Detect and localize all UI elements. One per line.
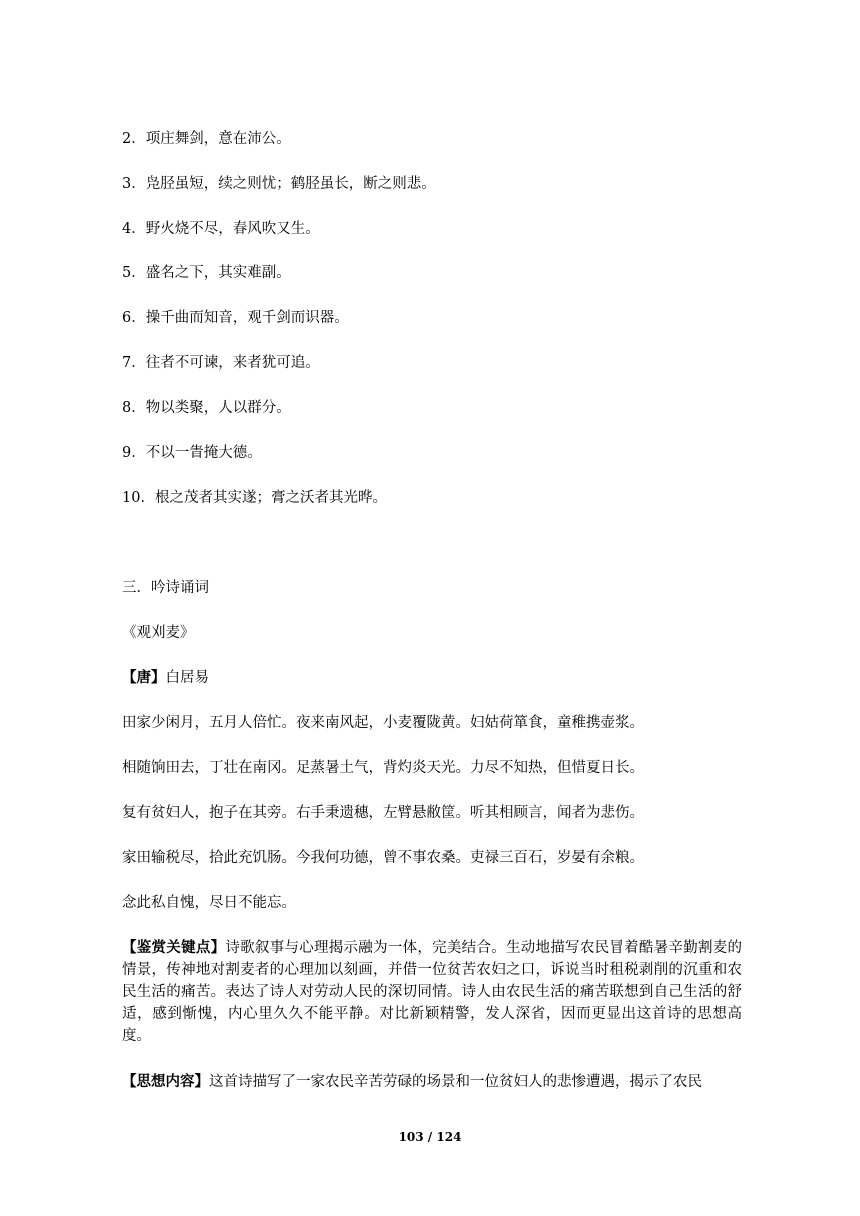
quote-item: 5．盛名之下，其实难副。: [122, 265, 291, 281]
section-heading: 三．吟诗诵词: [122, 580, 209, 596]
quote-item: 9．不以一眚掩大德。: [122, 445, 262, 461]
appreciation-text: 诗歌叙事与心理揭示融为一体，完美结合。生动地描写农民冒着酷暑辛勤割麦的情景，传神地对割麦者的心理加以刻画，并借一位贫苦农妇之口，诉说当时租税剥削的沉重和农民生活的痛苦。表达了诗人对劳动人民的深切同情。诗人由农民生活的痛苦联想到自己生活的舒适，感到惭愧，内心里久久不能平静。对比新颖精警，发人深省，因而更显出这首诗的思想高度。: [122, 940, 743, 1044]
thought-paragraph: [122, 1071, 742, 1093]
page-number: 103 / 124: [398, 1130, 462, 1144]
quote-item: 4．野火烧不尽，春风吹又生。: [122, 221, 320, 237]
poem-line: 家田输税尽，拾此充饥肠。今我何功德，曾不事农桑。吏禄三百石，岁晏有余粮。: [122, 850, 644, 866]
appreciation-label: 【鉴赏关键点】: [122, 940, 226, 956]
quote-item: 8．物以类聚，人以群分。: [122, 400, 291, 416]
quote-item: 6．操千曲而知音，观千剑而识器。: [122, 310, 349, 326]
quote-item: 7．往者不可谏，来者犹可追。: [122, 355, 320, 371]
quote-item: 3．凫胫虽短，续之则忧；鹤胫虽长，断之则悲。: [122, 176, 436, 192]
poem-line: 田家少闲月，五月人倍忙。夜来南风起，小麦覆陇黄。妇姑荷箪食，童稚携壶浆。: [122, 715, 644, 731]
poem-line: 念此私自愧，尽日不能忘。: [122, 895, 296, 911]
poem-line: 相随饷田去，丁壮在南冈。足蒸暑土气，背灼炎天光。力尽不知热，但惜夏日长。: [122, 760, 644, 776]
appreciation-paragraph: [122, 937, 742, 1047]
poem-line: 复有贫妇人，抱子在其旁。右手秉遗穗，左臂悬敝筐。听其相顾言，闻者为悲伤。: [122, 805, 644, 821]
quote-item: 2．项庄舞剑，意在沛公。: [122, 131, 291, 147]
quote-item: 10．根之茂者其实遂；膏之沃者其光晔。: [122, 490, 387, 506]
poem-author: [122, 668, 209, 688]
poem-title: 《观刈麦》: [122, 625, 195, 641]
thought-text: 这首诗描写了一家农民辛苦劳碌的场景和一位贫妇人的悲惨遭遇，揭示了农民: [209, 1074, 702, 1090]
author-dynasty: 【唐】: [122, 670, 166, 686]
author-name: 白居易: [165, 670, 209, 686]
thought-label: 【思想内容】: [122, 1074, 209, 1090]
